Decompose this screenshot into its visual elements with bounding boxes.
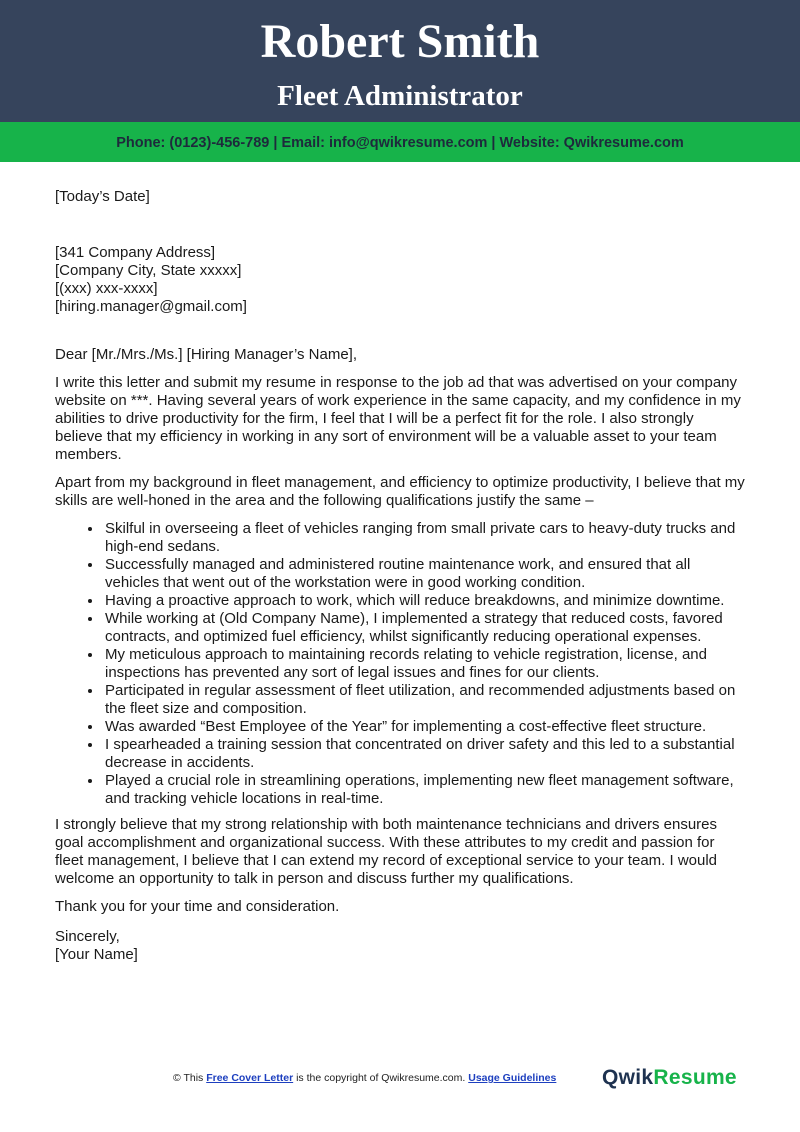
- job-title: Fleet Administrator: [277, 80, 523, 112]
- salutation: Dear [Mr./Mrs./Ms.] [Hiring Manager’s Name],: [55, 346, 358, 363]
- page-footer: [0, 1064, 800, 1094]
- intro-paragraph: I write this letter and submit my resume in response to the job ad that was advertised on your company website on ***. Having several years of work experience in the same capacity, and my confidence in my abilities to drive productivity for the firm, I feel that I will be a perfect fit for the role. I also strongly believe that my efficiency in working in any sort of environment will be a valuable asset to your team members.: [55, 374, 741, 463]
- free-cover-letter-link[interactable]: Free Cover Letter: [206, 1072, 294, 1084]
- sign-off: Sincerely,: [55, 928, 120, 945]
- usage-guidelines-link[interactable]: Usage Guidelines: [468, 1072, 557, 1084]
- qualifications-list: [55, 520, 745, 808]
- contact-bar: Phone: (0123)-456-789 | Email: info@qwikresume.com | Website: Qwikresume.com: [0, 122, 800, 162]
- list-item: • Was awarded “Best Employee of the Year” for implementing a cost-effective fleet structure.: [103, 718, 745, 736]
- qualifications-intro: Apart from my background in fleet management, and efficiency to optimize productivity, I believe that my skills are well-honed in the area and the following qualifications justify the same –: [55, 474, 745, 509]
- list-item: • Played a crucial role in streamlining operations, implementing new fleet management software, and tracking vehicle locations in real-time.: [103, 772, 745, 808]
- list-item: • Successfully managed and administered routine maintenance work, and ensured that all vehicles that went out of the workstation were in good working condition.: [103, 556, 745, 592]
- address-line: [(xxx) xxx-xxxx]: [55, 280, 158, 297]
- copyright-prefix: © This: [173, 1072, 207, 1084]
- address-line: [Company City, State xxxxx]: [55, 262, 242, 279]
- applicant-name: Robert Smith: [260, 15, 540, 68]
- list-item: • While working at (Old Company Name), I implemented a strategy that reduced costs, favored contracts, and optimized fuel efficiency, whilst significantly reducing operational expenses.: [103, 610, 745, 646]
- qwikresume-logo: [602, 1064, 737, 1092]
- logo-resume: Resume: [653, 1066, 737, 1089]
- copyright-middle: is the copyright of Qwikresume.com.: [293, 1072, 469, 1084]
- letter-date: [Today’s Date]: [55, 188, 150, 205]
- address-line: [341 Company Address]: [55, 244, 216, 261]
- thanks-line: Thank you for your time and consideration.: [55, 898, 340, 915]
- list-item: • Skilful in overseeing a fleet of vehicles ranging from small private cars to heavy-duty trucks and high-end sedans.: [103, 520, 745, 556]
- list-item: • Participated in regular assessment of fleet utilization, and recommended adjustments based on the fleet size and composition.: [103, 682, 745, 718]
- recipient-address: [55, 244, 745, 316]
- list-item: • My meticulous approach to maintaining records relating to vehicle registration, license, and inspections has prevented any sort of legal issues and fines for our clients.: [103, 646, 745, 682]
- copyright-note: [173, 1072, 556, 1084]
- signature-name: [Your Name]: [55, 946, 138, 963]
- list-item: • I spearheaded a training session that concentrated on driver safety and this led to a substantial decrease in accidents.: [103, 736, 745, 772]
- letter-body: [55, 188, 745, 964]
- list-item: • Having a proactive approach to work, which will reduce breakdowns, and minimize downtime.: [103, 592, 745, 610]
- closing-paragraph: I strongly believe that my strong relationship with both maintenance technicians and drivers ensures goal accomplishment and organizational success. With these attributes to my credit and passion for fleet management, I believe that I can extend my record of exceptional service to your team. I would welcome an opportunity to talk in person and discuss further my qualifications.: [55, 816, 718, 887]
- resume-header: [0, 0, 800, 122]
- logo-qwik: Qwik: [602, 1066, 654, 1089]
- address-line: [hiring.manager@gmail.com]: [55, 298, 247, 315]
